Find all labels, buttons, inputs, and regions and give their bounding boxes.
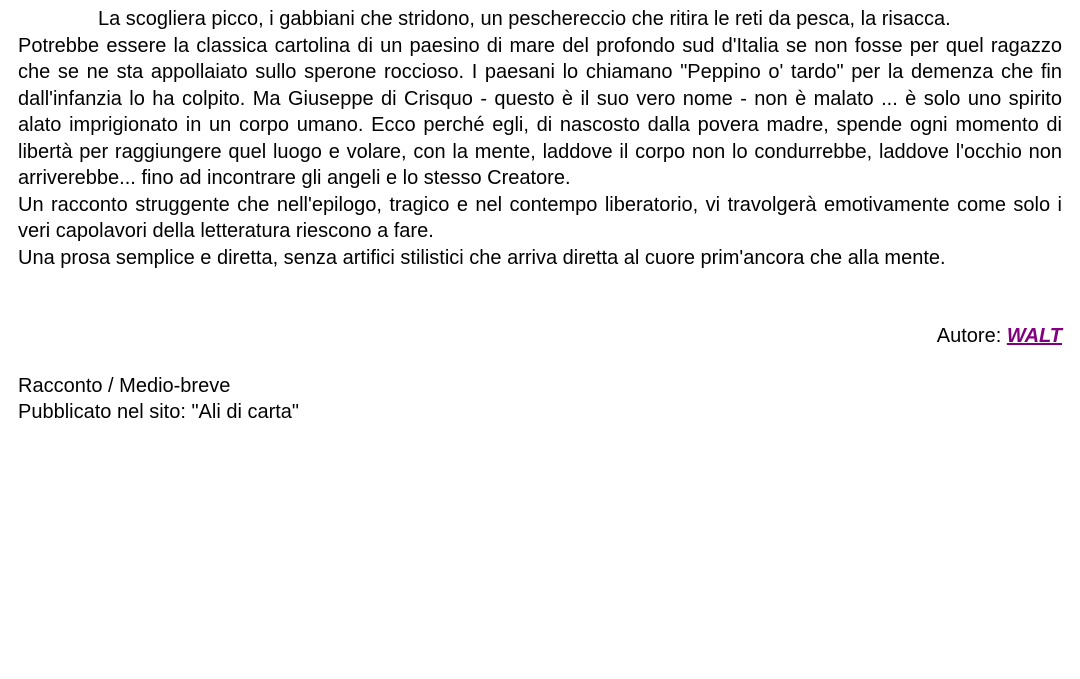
story-category: Racconto / Medio-breve	[18, 374, 231, 397]
synopsis-paragraph-1: La scogliera picco, i gabbiani che stridono, un peschereccio che ritira le reti da pesca, la risacca.	[98, 8, 951, 30]
author-label: Autore:	[936, 325, 1007, 347]
author-link[interactable]: WALT	[1006, 325, 1062, 347]
publication-site: Pubblicato nel sito: "Ali di carta"	[18, 401, 300, 423]
synopsis-paragraph-3: Un racconto struggente che nell'epilogo, tragico e nel contempo liberatorio, vi travolgerà emotivamente come solo i veri capolavori della letteratura riescono a fare.	[18, 193, 1062, 242]
author-line	[18, 323, 1062, 350]
synopsis-paragraph-4: Una prosa semplice e diretta, senza artifici stilistici che arriva diretta al cuore prim'ancora che alla mente.	[18, 246, 946, 269]
synopsis-paragraph-2: Potrebbe essere la classica cartolina di un paesino di mare del profondo sud d'Italia se non fosse per quel ragazzo che se ne sta appollaiato sullo sperone roccioso. I paesani lo chiamano "Peppino o' tardo" per la demenza che fin dall'infanzia lo ha colpito. Ma Giuseppe di Crisquo - questo è il suo vero nome - non è malato ... è solo uno spirito alato imprigionato in un corpo umano. Ecco perché egli, di nascosto dalla povera madre, spende ogni momento di libertà per raggiungere quel luogo e volare, con la mente, laddove il corpo non lo condurrebbe, laddove l'occhio non arriverebbe... fino ad incontrare gli angeli e lo stesso Creatore.	[18, 34, 1062, 189]
story-meta	[18, 373, 1062, 426]
